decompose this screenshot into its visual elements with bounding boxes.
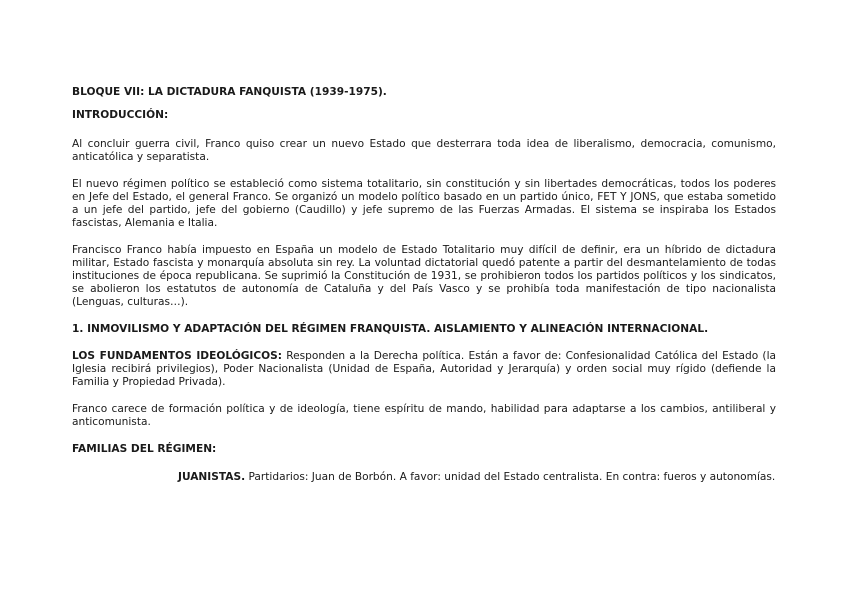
fundamentos-text: Responden a la Derecha política. Están a favor de: Confesionalidad Católica del Estado (la Iglesia recibirá privilegios), Poder Nacionalista (Unidad de España, Autoridad y Jerarquía) y orden social muy rígido (defiende la Familia y Propiedad Privada). <box>72 350 776 388</box>
document-page <box>72 86 776 498</box>
fundamentos-paragraph <box>72 350 776 389</box>
fundamentos-lead: LOS FUNDAMENTOS IDEOLÓGICOS: <box>72 350 282 362</box>
juanistas-paragraph <box>72 471 776 484</box>
intro-paragraph-3: Francisco Franco había impuesto en España un modelo de Estado Totalitario muy difícil de definir, era un híbrido de dictadura militar, Estado fascista y monarquía absoluta sin rey. La voluntad dictatorial quedó patente a partir del desmantelamiento de todas instituciones de época republicana. Se suprimió la Constitución de 1931, se prohibieron todos los partidos políticos y los sindicatos, se abolieron los estatutos de autonomía de Cataluña y del País Vasco y se prohibía toda manifestación de tipo nacionalista (Lenguas, culturas…). <box>72 244 776 308</box>
familias-heading: FAMILIAS DEL RÉGIMEN: <box>72 443 217 455</box>
juanistas-lead: JUANISTAS. <box>178 471 246 483</box>
intro-paragraph-1: Al concluir guerra civil, Franco quiso crear un nuevo Estado que desterrara toda idea de liberalismo, democracia, comunismo, anticatólica y separatista. <box>72 138 776 163</box>
franco-paragraph: Franco carece de formación política y de ideología, tiene espíritu de mando, habilidad para adaptarse a los cambios, antiliberal y anticomunista. <box>72 403 776 428</box>
intro-heading: INTRODUCCIÓN: <box>72 109 169 121</box>
section-1-heading: 1. INMOVILISMO Y ADAPTACIÓN DEL RÉGIMEN FRANQUISTA. AISLAMIENTO Y ALINEACIÓN INTERNACIONAL. <box>72 323 709 335</box>
juanistas-text: Partidarios: Juan de Borbón. A favor: unidad del Estado centralista. En contra: fueros y autonomías. <box>245 471 776 483</box>
intro-paragraph-2: El nuevo régimen político se estableció como sistema totalitario, sin constitución y sin libertades democráticas, todos los poderes en Jefe del Estado, el general Franco. Se organizó un modelo político basado en un partido único, FET Y JONS, que estaba sometido a un jefe del partido, jefe del gobierno (Caudillo) y jefe supremo de las Fuerzas Armadas. El sistema se inspiraba los Estados fascistas, Alemania e Italia. <box>72 178 776 229</box>
document-title: BLOQUE VII: LA DICTADURA FANQUISTA (1939-1975). <box>72 86 387 98</box>
